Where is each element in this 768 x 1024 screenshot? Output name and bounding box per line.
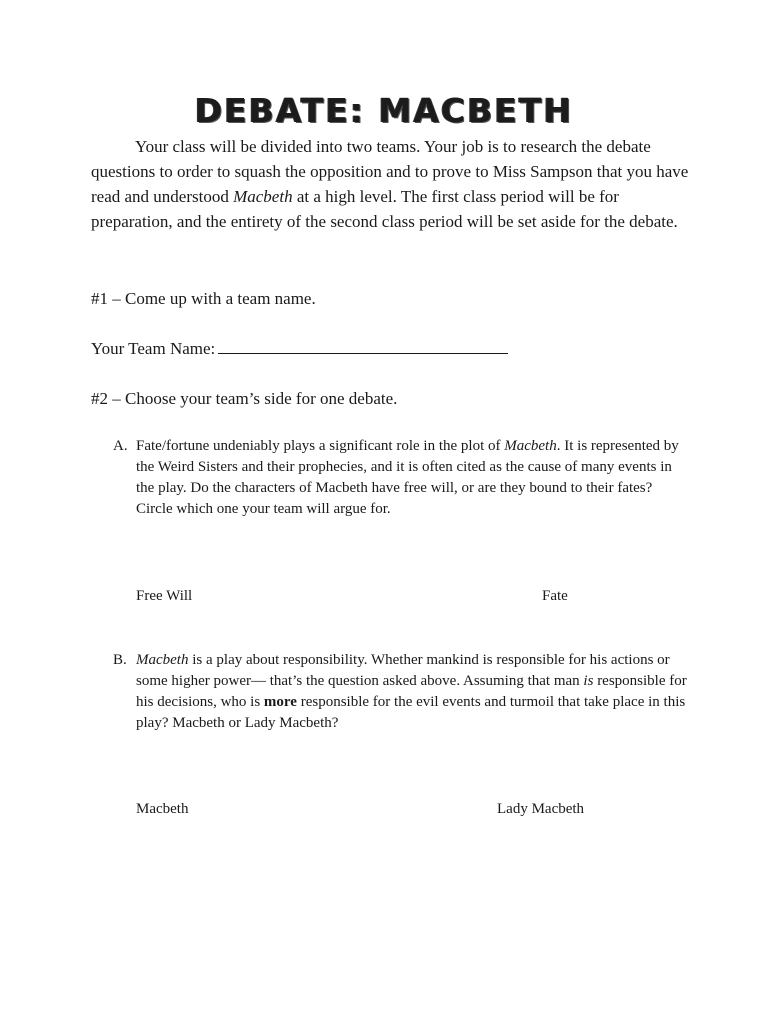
option-lady-macbeth[interactable]: Lady Macbeth (497, 801, 585, 817)
question-b-emphasis-more: more (263, 694, 297, 710)
question-b-emphasis-is: is (583, 673, 594, 689)
intro-text-end: at a high level. The first class period will be for preparation, and the entirety of the second class period will be set aside for the debate. (91, 187, 678, 231)
option-macbeth[interactable]: Macbeth (136, 801, 189, 817)
question-a-marker: A. (113, 438, 128, 454)
intro-text-start: Your class will be divided into two teams. Your job is to research the debate questions to order to squash the opposition and to prove to Miss Sampson that you have read and understood (91, 137, 689, 206)
step-2-instruction: #2 – Choose your team’s side for one debate. (91, 389, 398, 408)
question-a-play-title: Macbeth (504, 438, 557, 454)
option-free-will[interactable]: Free Will (136, 588, 193, 604)
step-1-instruction: #1 – Come up with a team name. (91, 289, 316, 308)
question-b-part3: responsible for the evil events and turmoil that take place in this play? Macbeth or Lady Macbeth? (136, 694, 686, 731)
team-name-row (91, 336, 508, 361)
page-title: DEBATE: MACBETH (194, 91, 574, 130)
question-a-part1: Fate/fortune undeniably plays a significant role in the plot of (136, 438, 505, 454)
team-name-label: Your Team Name: (91, 339, 216, 358)
question-b-marker: B. (113, 652, 127, 668)
question-a-text (136, 436, 691, 520)
question-b-play-title: Macbeth (136, 652, 189, 668)
question-b-text (136, 650, 691, 734)
intro-play-title: Macbeth (233, 187, 293, 206)
question-a-part2: . It is represented by the Weird Sisters and their prophecies, and it is often cited as the cause of many events in the play. Do the characters of Macbeth have free will, or are they bound to their fates? Circle which one your team will argue for. (136, 438, 679, 517)
question-b-part1: is a play about responsibility. Whether mankind is responsible for his actions or some higher power— that’s the question asked above. Assuming that man (136, 652, 670, 689)
team-name-blank[interactable] (218, 339, 508, 354)
option-fate[interactable]: Fate (542, 588, 568, 604)
question-b-part2: responsible for his decisions, who is (136, 673, 687, 710)
intro-paragraph (91, 134, 691, 234)
